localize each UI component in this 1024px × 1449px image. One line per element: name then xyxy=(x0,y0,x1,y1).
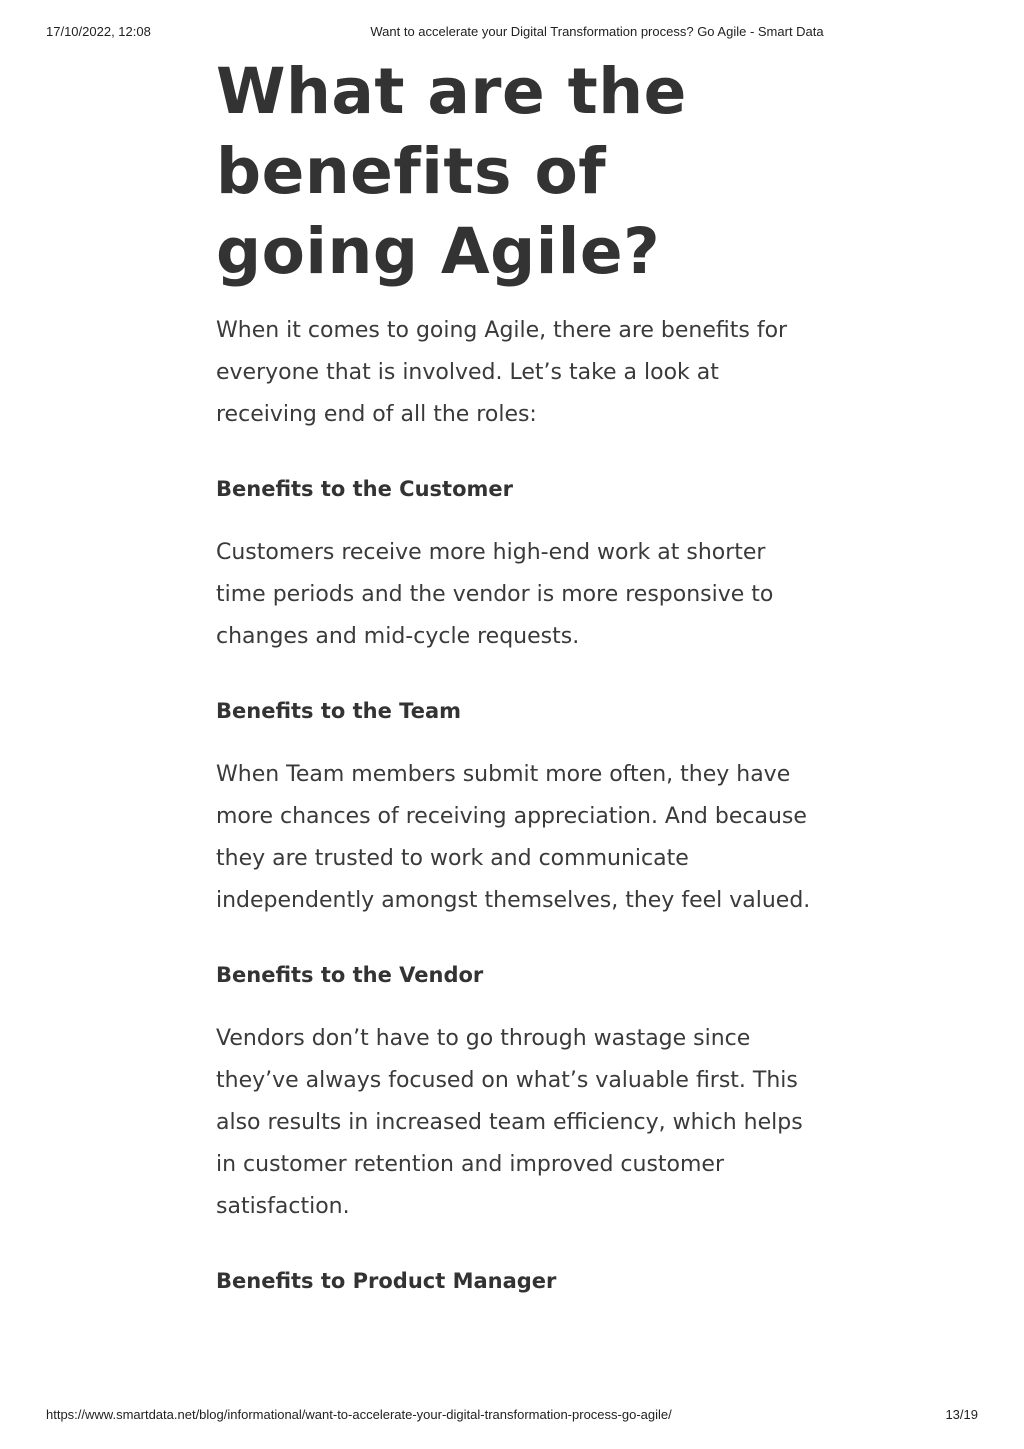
print-datetime: 17/10/2022, 12:08 xyxy=(46,24,151,39)
print-header xyxy=(0,24,1024,42)
page-number: 13/19 xyxy=(945,1407,978,1422)
print-footer xyxy=(0,1407,1024,1425)
section-heading: What are the benefits of going Agile? xyxy=(216,55,687,288)
customer-benefits-heading: Benefits to the Customer xyxy=(216,477,513,501)
team-benefits-heading: Benefits to the Team xyxy=(216,699,462,723)
team-benefits-text: When Team members submit more often, they have more chances of receiving appreciation. And because they are trusted to work and communicate independently amongst themselves, they feel valued. xyxy=(216,762,811,913)
article-content xyxy=(216,52,816,1296)
vendor-benefits-text: Vendors don’t have to go through wastage since they’ve always focused on what’s valuable first. This also results in increased team efficiency, which helps in customer retention and improved customer satisfaction. xyxy=(216,1026,803,1219)
vendor-benefits-heading: Benefits to the Vendor xyxy=(216,963,484,987)
intro-paragraph: When it comes to going Agile, there are benefits for everyone that is involved. Let’s take a look at receiving end of all the roles: xyxy=(216,318,788,427)
customer-benefits-text: Customers receive more high-end work at shorter time periods and the vendor is more responsive to changes and mid-cycle requests. xyxy=(216,540,774,649)
print-page-title: Want to accelerate your Digital Transformation process? Go Agile - Smart Data xyxy=(370,24,824,39)
product-manager-benefits-heading: Benefits to Product Manager xyxy=(216,1269,557,1293)
page-url: https://www.smartdata.net/blog/informational/want-to-accelerate-your-digital-transformation-process-go-agile/ xyxy=(46,1407,672,1422)
